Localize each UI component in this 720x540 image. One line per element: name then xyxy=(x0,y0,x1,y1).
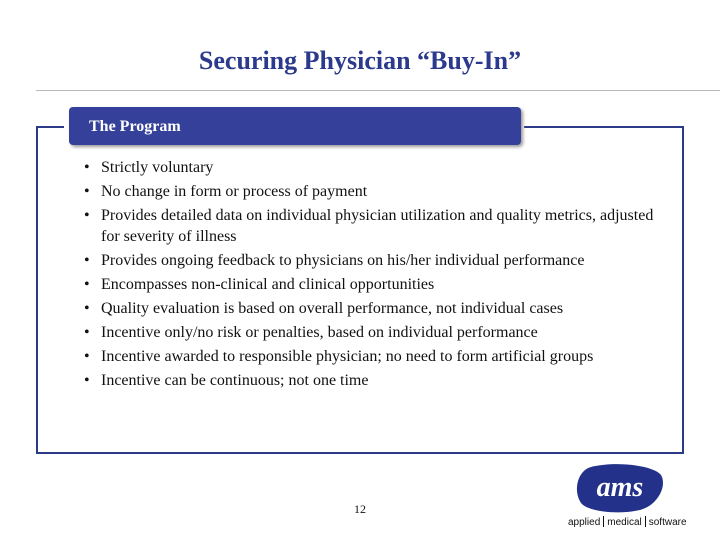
section-header xyxy=(69,107,521,145)
bullet-icon: • xyxy=(84,372,90,389)
bullet-text: Provides ongoing feedback to physicians on his/her individual performance xyxy=(101,252,585,269)
slide-title: Securing Physician “Buy-In” xyxy=(198,46,522,75)
bullet-icon: • xyxy=(84,348,90,365)
list-item xyxy=(84,181,654,202)
bullet-text: Incentive can be continuous; not one time xyxy=(101,372,369,389)
bullet-icon: • xyxy=(84,183,90,200)
tagline-word: medical xyxy=(607,517,642,528)
list-item xyxy=(84,205,654,247)
bullet-text: Provides detailed data on individual physician utilization and quality metrics, adjusted for severity of illness xyxy=(101,207,654,245)
list-item xyxy=(84,322,654,343)
list-item xyxy=(84,346,654,367)
bullet-icon: • xyxy=(84,276,90,293)
bullet-text: Strictly voluntary xyxy=(101,159,214,176)
list-item xyxy=(84,250,654,271)
list-item xyxy=(84,274,654,295)
list-item xyxy=(84,157,654,178)
bullet-icon: • xyxy=(84,300,90,317)
tagline-word: software xyxy=(648,517,687,528)
list-item xyxy=(84,370,654,391)
bullet-text: Incentive only/no risk or penalties, based on individual performance xyxy=(101,324,538,341)
tagline-word: applied xyxy=(568,517,601,528)
bullet-text: No change in form or process of payment xyxy=(101,183,368,200)
page-number: 12 xyxy=(354,502,366,516)
bullet-icon: • xyxy=(84,324,90,341)
section-header-label: The Program xyxy=(89,118,181,135)
logo-text: ams xyxy=(596,472,644,503)
bullet-icon: • xyxy=(84,207,90,224)
bullet-icon: • xyxy=(84,252,90,269)
bullet-text: Incentive awarded to responsible physician; no need to form artificial groups xyxy=(101,348,594,365)
bullet-icon: • xyxy=(84,159,90,176)
list-item xyxy=(84,298,654,319)
title-divider xyxy=(36,90,720,91)
logo-tagline xyxy=(568,516,708,528)
ams-logo-icon xyxy=(575,463,665,513)
bullet-text: Encompasses non-clinical and clinical opportunities xyxy=(101,276,435,293)
bullet-text: Quality evaluation is based on overall performance, not individual cases xyxy=(101,300,564,317)
tagline-divider xyxy=(645,516,646,527)
bullet-list xyxy=(84,157,654,394)
tagline-divider xyxy=(603,516,604,527)
